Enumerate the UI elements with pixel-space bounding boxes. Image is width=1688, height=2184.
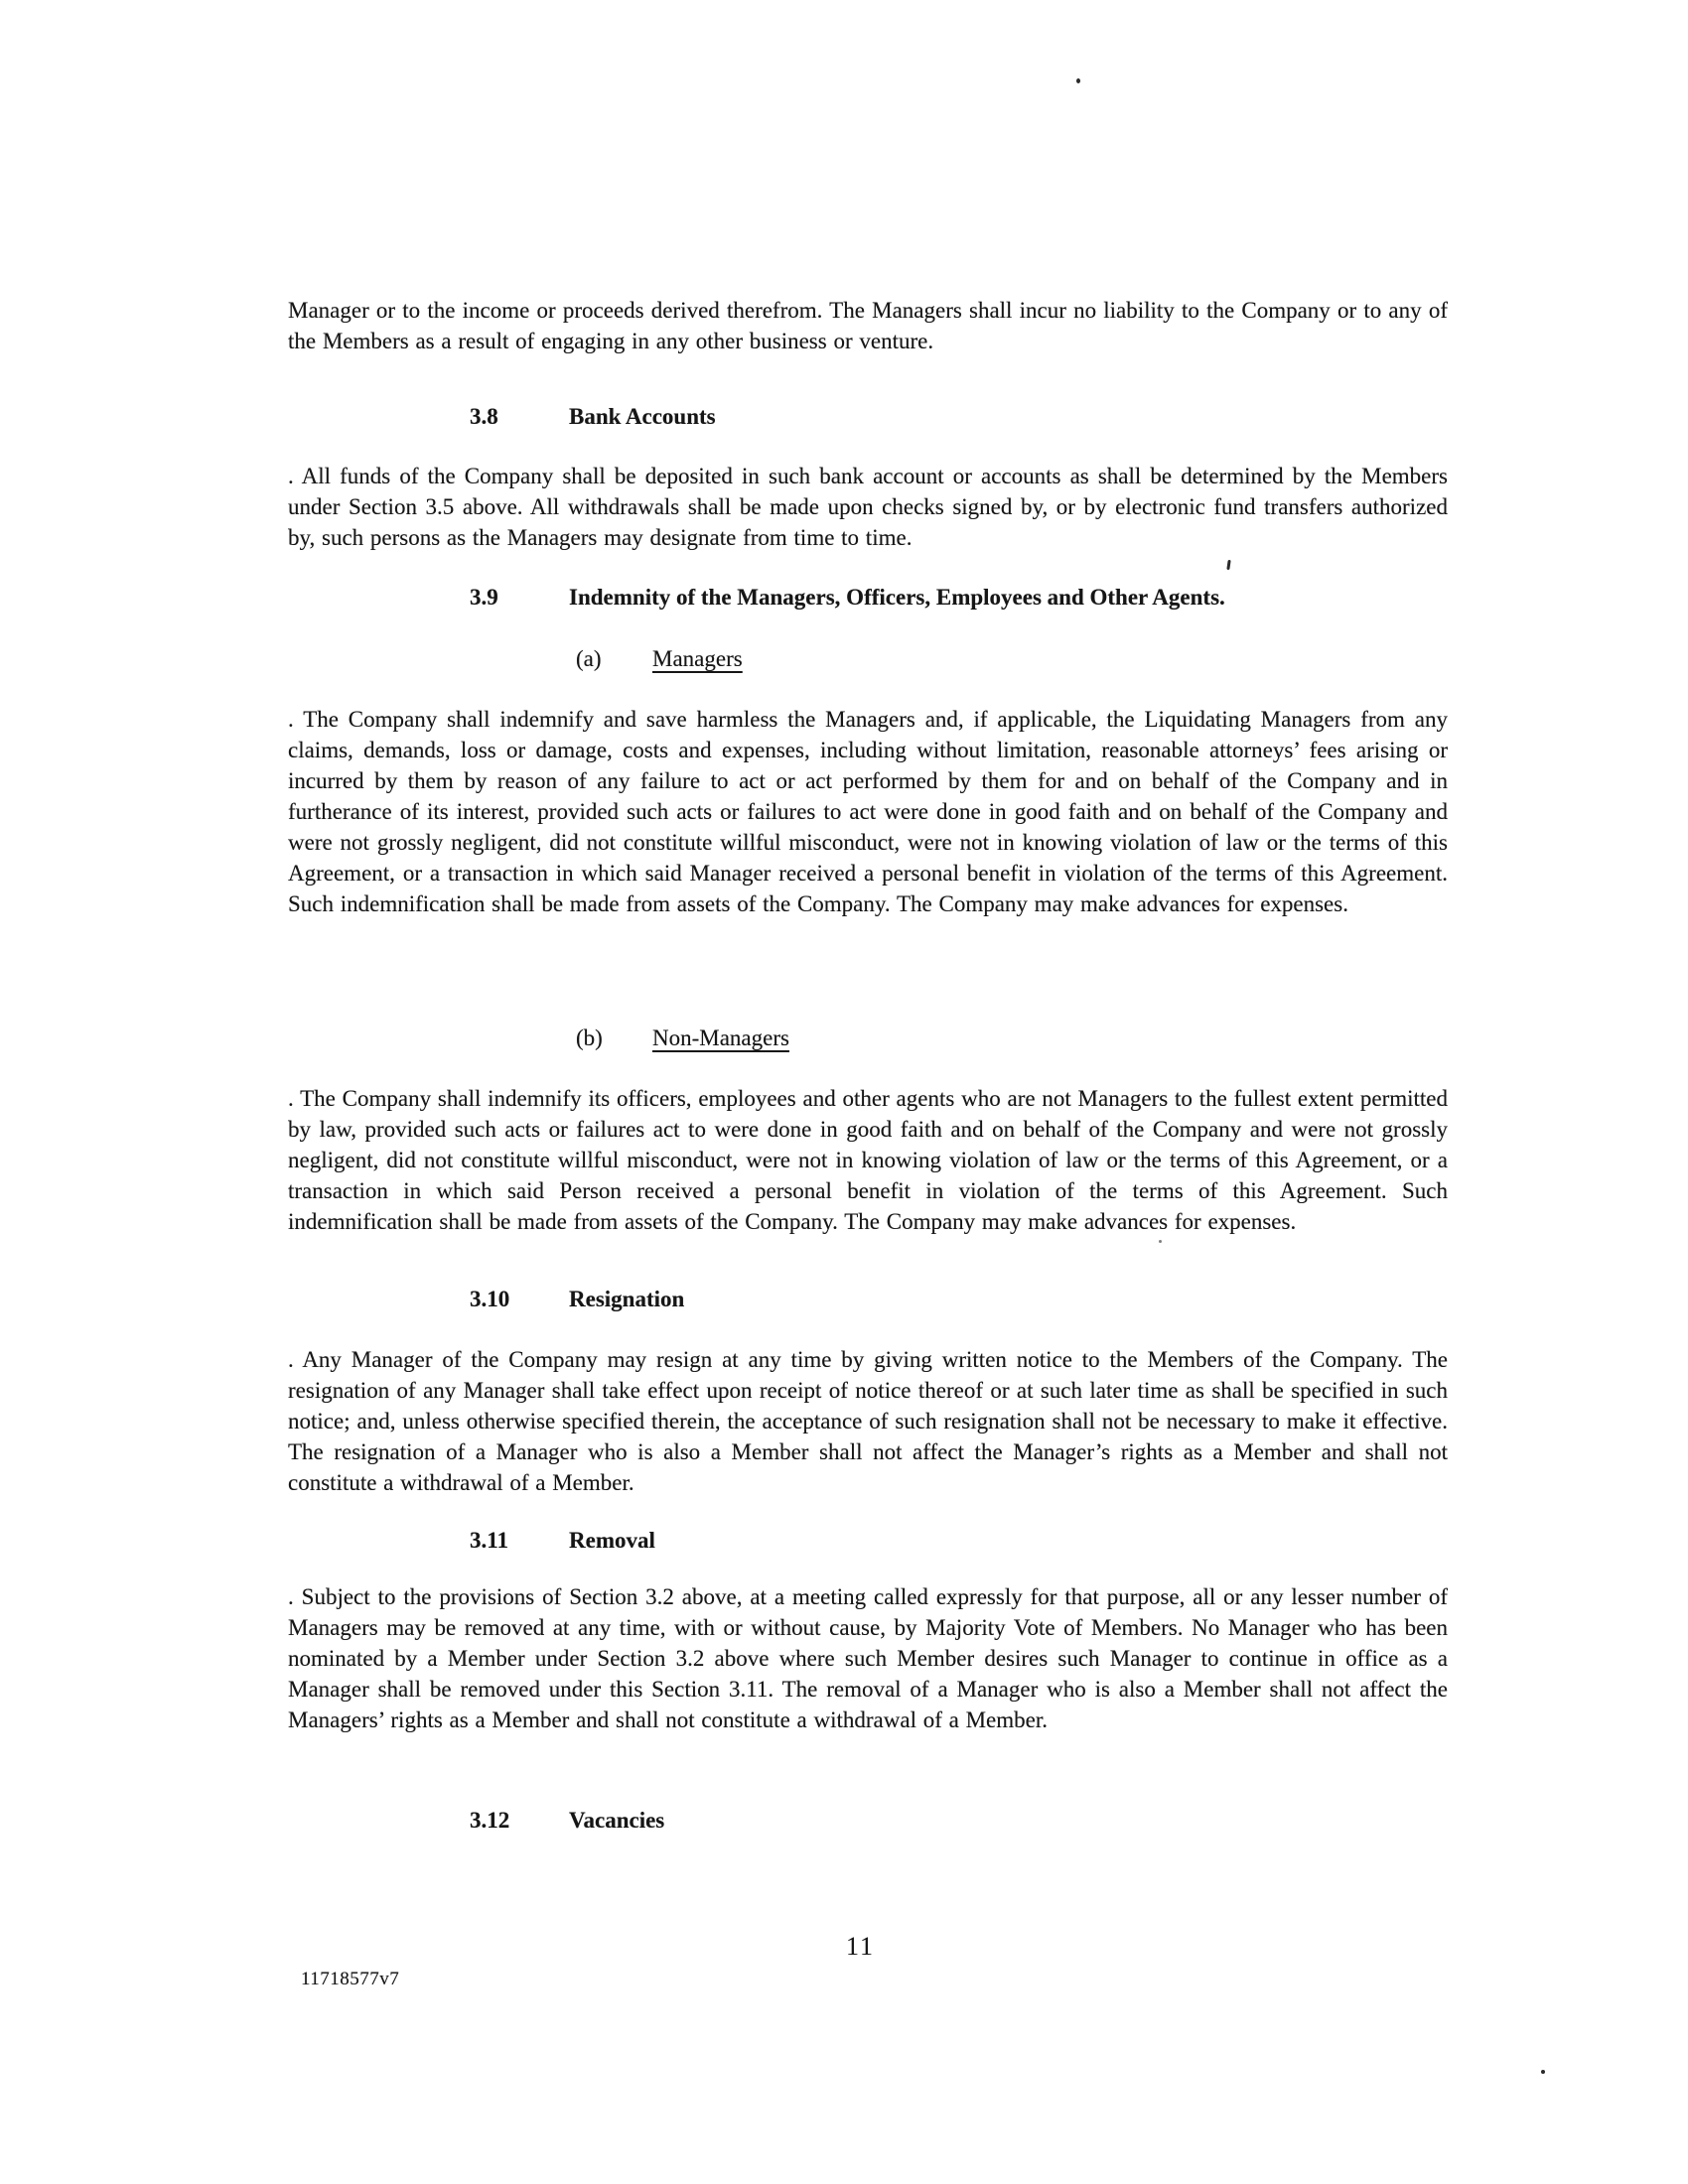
paragraph-indemnity-non-managers: . The Company shall indemnify its officers, employees and other agents who are not Managers to the fullest extent permitted by law, provided such acts or failures act to were done in good faith and on behalf of the Company and were not grossly negligent, did not constitute willful misconduct, were not in knowing violation of law or the terms of this Agreement, or a transaction in which said Person received a personal benefit in violation of the terms of this Agreement. Such indemnification shall be made from assets of the Company. The Company may make advances for expenses. xyxy=(288,1086,1448,1234)
paragraph-removal: . Subject to the provisions of Section 3.2 above, at a meeting called expressly for that purpose, all or any lesser number of Managers may be removed at any time, with or without cause, by Majority Vote of Members. No Manager who has been nominated by a Member under Section 3.2 above where such Member desires such Manager to continue in office as a Manager shall be removed under this Section 3.11. The removal of a Manager who is also a Member shall not affect the Managers’ rights as a Member and shall not constitute a withdrawal of a Member. xyxy=(288,1584,1448,1732)
section-number: 3.12 xyxy=(470,1808,510,1833)
section-title: Vacancies xyxy=(569,1808,665,1833)
section-heading-3-11 xyxy=(288,1525,1448,1556)
paragraph-indemnity-managers: . The Company shall indemnify and save harmless the Managers and, if applicable, the Liquidating Managers from any claims, demands, loss or damage, costs and expenses, including without limitation, reasonable attorneys’ fees arising or incurred by them by reason of any failure to act or act performed by them for and on behalf of the Company and in furtherance of its interest, provided such acts or failures to act were done in good faith and on behalf of the Company and were not grossly negligent, did not constitute willful misconduct, were not in knowing violation of law or the terms of this Agreement, or a transaction in which said Manager received a personal benefit in violation of the terms of this Agreement. Such indemnification shall be made from assets of the Company. The Company may make advances for expenses. xyxy=(288,707,1448,916)
section-heading-3-12 xyxy=(288,1805,1448,1836)
subsection-title: Managers xyxy=(652,646,743,671)
section-title: Indemnity of the Managers, Officers, Employees and Other Agents. xyxy=(569,585,1225,610)
paragraph-bank-accounts: . All funds of the Company shall be deposited in such bank account or accounts as shall be determined by the Members under Section 3.5 above. All withdrawals shall be made upon checks signed by, or by electronic fund transfers authorized by, such persons as the Managers may designate from time to time. xyxy=(288,464,1448,550)
section-number: 3.9 xyxy=(470,585,498,610)
section-number: 3.11 xyxy=(470,1528,508,1553)
paragraph-resignation: . Any Manager of the Company may resign at any time by giving written notice to the Members of the Company. The resignation of any Manager shall take effect upon receipt of notice thereof or at such later time as shall be specified in such notice; and, unless otherwise specified therein, the acceptance of such resignation shall not be necessary to make it effective. The resignation of a Manager who is also a Member shall not affect the Manager’s rights as a Member and shall not constitute a withdrawal of a Member. xyxy=(288,1347,1448,1495)
section-heading-3-8 xyxy=(288,401,1448,432)
document-id-stamp: 11718577v7 xyxy=(301,1969,400,1989)
section-number: 3.10 xyxy=(470,1287,510,1311)
scan-artifact-dot xyxy=(1541,2070,1545,2074)
subsection-heading-a xyxy=(288,643,1448,674)
section-title: Bank Accounts xyxy=(569,404,716,429)
section-number: 3.8 xyxy=(470,404,498,429)
scan-artifact-mark xyxy=(1226,560,1230,570)
section-heading-3-9 xyxy=(288,582,1448,613)
scan-artifact-dot xyxy=(1076,78,1080,83)
subsection-label: (a) xyxy=(576,646,602,671)
subsection-heading-b xyxy=(288,1023,1448,1053)
scan-artifact-dot xyxy=(1159,1240,1162,1243)
subsection-label: (b) xyxy=(576,1025,603,1050)
section-heading-3-10 xyxy=(288,1284,1448,1314)
subsection-title: Non-Managers xyxy=(652,1025,789,1050)
paragraph-intro-continuation: Manager or to the income or proceeds derived therefrom. The Managers shall incur no liability to the Company or to any of the Members as a result of engaging in any other business or venture. xyxy=(288,298,1448,353)
page-number: 11 xyxy=(846,1932,876,1961)
section-title: Removal xyxy=(569,1528,655,1553)
section-title: Resignation xyxy=(569,1287,685,1311)
